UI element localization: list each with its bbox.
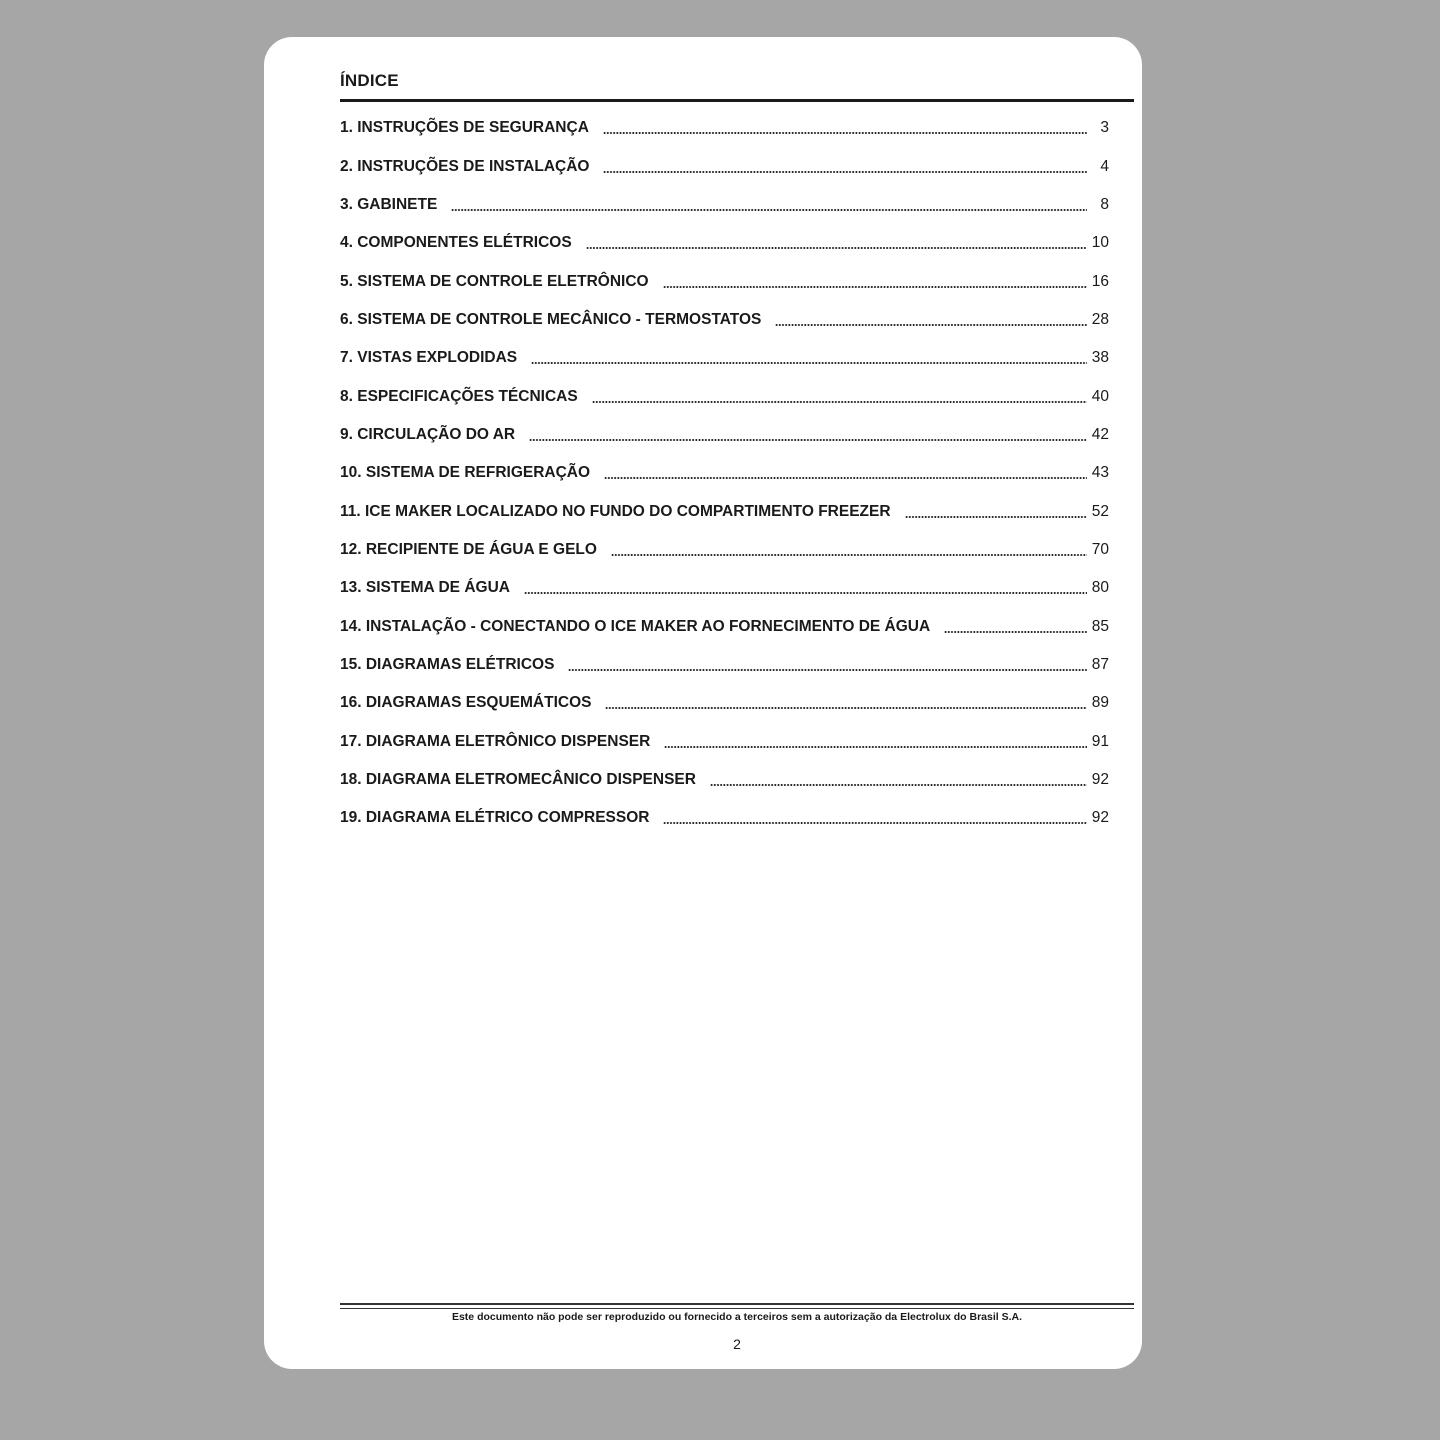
page-title: ÍNDICE — [340, 71, 399, 90]
toc-entry-label: 14. INSTALAÇÃO - CONECTANDO O ICE MAKER AO FORNECIMENTO DE ÁGUA — [340, 617, 931, 635]
toc-entry-label: 16. DIAGRAMAS ESQUEMÁTICOS — [340, 694, 592, 712]
toc-entry-page: 28 — [1091, 310, 1109, 328]
toc-entry-page: 92 — [1091, 771, 1109, 789]
toc-entry[interactable] — [340, 569, 1109, 607]
toc-entry-page: 87 — [1091, 655, 1109, 673]
toc-entry-page: 42 — [1091, 425, 1109, 443]
toc-entry[interactable] — [340, 377, 1109, 415]
toc-dot-leader — [603, 171, 1087, 173]
toc-dot-leader — [905, 516, 1087, 518]
toc-dot-leader — [586, 247, 1087, 249]
toc-entry-page: 8 — [1100, 195, 1109, 213]
page-number: 2 — [733, 1336, 741, 1352]
footer-divider-top — [340, 1303, 1134, 1305]
toc-entry-label: 1. INSTRUÇÕES DE SEGURANÇA — [340, 119, 589, 137]
footer-notice: Este documento não pode ser reproduzido ou fornecido a terceiros sem a autorização da Electrolux do Brasil S.A. — [451, 1311, 1023, 1323]
toc-entry-page: 38 — [1091, 349, 1109, 367]
toc-entry-page: 40 — [1091, 387, 1109, 405]
toc-dot-leader — [605, 707, 1087, 709]
toc-entry-label: 3. GABINETE — [340, 195, 438, 213]
toc-entry-page: 89 — [1091, 694, 1109, 712]
toc-entry-label: 11. ICE MAKER LOCALIZADO NO FUNDO DO COMPARTIMENTO FREEZER — [340, 502, 891, 520]
toc-entry[interactable] — [340, 186, 1109, 224]
toc-dot-leader — [531, 362, 1087, 364]
toc-dot-leader — [710, 784, 1087, 786]
toc-entry-label: 9. CIRCULAÇÃO DO AR — [340, 425, 516, 443]
toc-dot-leader — [529, 439, 1087, 441]
toc-entry-label: 17. DIAGRAMA ELETRÔNICO DISPENSER — [340, 732, 651, 750]
title-divider — [340, 99, 1134, 102]
toc-entry-label: 7. VISTAS EXPLODIDAS — [340, 349, 518, 367]
toc-dot-leader — [451, 209, 1087, 211]
toc-entry[interactable] — [340, 339, 1109, 377]
toc-dot-leader — [775, 324, 1087, 326]
toc-entry-page: 80 — [1091, 579, 1109, 597]
toc-entry[interactable] — [340, 799, 1109, 837]
toc-entry[interactable] — [340, 531, 1109, 569]
toc-dot-leader — [663, 822, 1087, 824]
toc-entry-label: 4. COMPONENTES ELÉTRICOS — [340, 234, 572, 252]
toc-entry[interactable] — [340, 684, 1109, 722]
toc-entry[interactable] — [340, 761, 1109, 799]
toc-dot-leader — [592, 401, 1087, 403]
toc-entry-label: 13. SISTEMA DE ÁGUA — [340, 579, 510, 597]
footer-divider-bottom — [340, 1308, 1134, 1309]
toc-entry[interactable] — [340, 109, 1109, 147]
toc-entry-page: 70 — [1091, 540, 1109, 558]
toc-entry-label: 2. INSTRUÇÕES DE INSTALAÇÃO — [340, 157, 590, 175]
document-page — [264, 37, 1142, 1369]
toc-entry-label: 5. SISTEMA DE CONTROLE ELETRÔNICO — [340, 272, 649, 290]
toc-entry-label: 18. DIAGRAMA ELETROMECÂNICO DISPENSER — [340, 771, 696, 789]
toc-dot-leader — [664, 746, 1087, 748]
toc-entry-page: 52 — [1091, 502, 1109, 520]
toc-entry[interactable] — [340, 607, 1109, 645]
toc-dot-leader — [603, 132, 1087, 134]
toc-entry[interactable] — [340, 416, 1109, 454]
toc-entry[interactable] — [340, 224, 1109, 262]
toc-entry-page: 16 — [1091, 272, 1109, 290]
toc-entry-label: 15. DIAGRAMAS ELÉTRICOS — [340, 655, 555, 673]
toc-entry[interactable] — [340, 147, 1109, 185]
toc-entry-label: 8. ESPECIFICAÇÕES TÉCNICAS — [340, 387, 578, 405]
toc-dot-leader — [604, 477, 1087, 479]
toc-entry[interactable] — [340, 646, 1109, 684]
toc-entry[interactable] — [340, 723, 1109, 761]
toc-entry-page: 43 — [1091, 464, 1109, 482]
toc-entry[interactable] — [340, 454, 1109, 492]
toc-dot-leader — [944, 631, 1087, 633]
toc-dot-leader — [611, 554, 1087, 556]
toc-entry[interactable] — [340, 301, 1109, 339]
toc-entry-page: 85 — [1091, 617, 1109, 635]
toc-entry-label: 10. SISTEMA DE REFRIGERAÇÃO — [340, 464, 591, 482]
toc-entry-page: 91 — [1091, 732, 1109, 750]
toc-dot-leader — [663, 286, 1087, 288]
toc-entry[interactable] — [340, 492, 1109, 530]
toc-entry-label: 19. DIAGRAMA ELÉTRICO COMPRESSOR — [340, 809, 650, 827]
toc-entry-page: 3 — [1100, 119, 1109, 137]
table-of-contents — [340, 109, 1109, 838]
toc-entry-label: 12. RECIPIENTE DE ÁGUA E GELO — [340, 540, 597, 558]
toc-entry-label: 6. SISTEMA DE CONTROLE MECÂNICO - TERMOSTATOS — [340, 310, 762, 328]
toc-entry-page: 4 — [1100, 157, 1109, 175]
toc-entry-page: 10 — [1091, 234, 1109, 252]
toc-dot-leader — [524, 592, 1087, 594]
toc-entry-page: 92 — [1091, 809, 1109, 827]
toc-entry[interactable] — [340, 262, 1109, 300]
toc-dot-leader — [568, 669, 1087, 671]
